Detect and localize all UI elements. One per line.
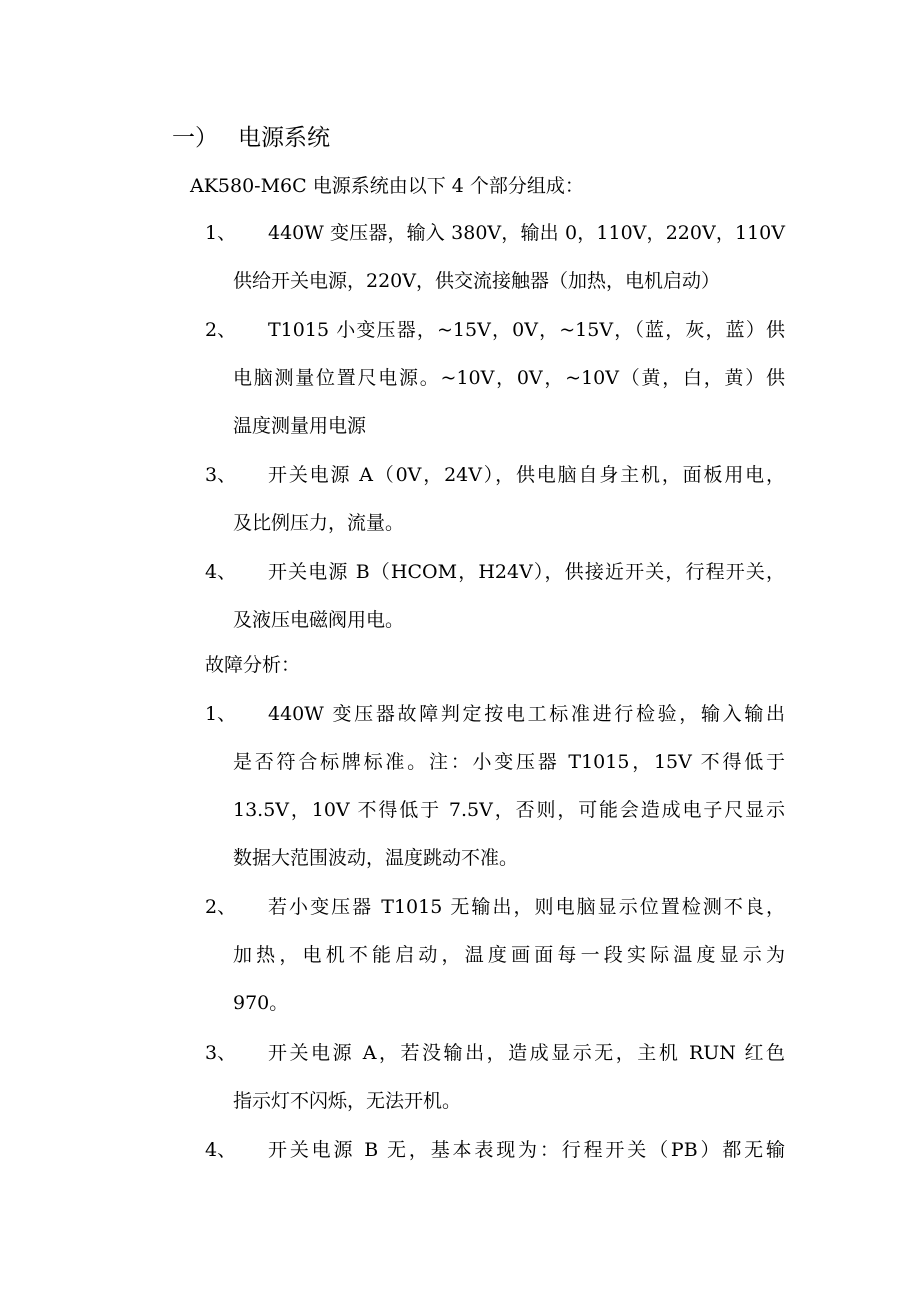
list-marker: 3、 xyxy=(205,464,237,486)
list-line: 指示灯不闪烁，无法开机。 xyxy=(233,1090,462,1112)
list-line: 供给开关电源，220V，供交流接触器（加热，电机启动） xyxy=(233,270,720,292)
list-line: 13.5V，10V 不得低于 7.5V，否则，可能会造成电子尺显示 xyxy=(233,799,785,821)
list-line: 开关电源 B（HCOM，H24V），供接近开关，行程开关， xyxy=(268,561,785,583)
list-line: 开关电源 A（0V，24V），供电脑自身主机，面板用电， xyxy=(268,464,785,486)
list-item xyxy=(205,690,785,882)
list-item xyxy=(205,1029,785,1125)
section-number: 一） xyxy=(172,125,218,151)
list-marker: 2、 xyxy=(205,319,237,341)
list-line: 电脑测量位置尺电源。~10V，0V，~10V（黄，白，黄）供 xyxy=(233,367,785,389)
list-item xyxy=(205,451,785,547)
list-line: 440W 变压器故障判定按电工标准进行检验，输入输出 xyxy=(268,703,785,725)
list-marker: 1、 xyxy=(205,222,237,244)
list-item xyxy=(205,209,785,305)
list-line: 温度测量用电源 xyxy=(233,415,367,437)
intro-paragraph: AK580-M6C 电源系统由以下 4 个部分组成： xyxy=(190,175,584,197)
list-line: 加热，电机不能启动，温度画面每一段实际温度显示为 xyxy=(233,944,785,966)
list-item xyxy=(205,548,785,644)
list-line: 开关电源 B 无，基本表现为：行程开关（PB）都无输 xyxy=(268,1139,785,1161)
list-line: T1015 小变压器，~15V，0V，~15V，（蓝，灰，蓝）供 xyxy=(268,319,785,341)
list-marker: 4、 xyxy=(205,561,237,583)
list-line: 及比例压力，流量。 xyxy=(233,512,405,534)
list-line: 若小变压器 T1015 无输出，则电脑显示位置检测不良， xyxy=(268,896,785,918)
section-heading xyxy=(172,118,330,158)
list-line: 970。 xyxy=(233,992,289,1014)
list-item xyxy=(205,306,785,450)
list-line: 是否符合标牌标准。注：小变压器 T1015，15V 不得低于 xyxy=(233,751,785,773)
list-line: 数据大范围波动，温度跳动不准。 xyxy=(233,847,519,869)
list-marker: 3、 xyxy=(205,1042,237,1064)
list-marker: 2、 xyxy=(205,896,237,918)
list-marker: 1、 xyxy=(205,703,237,725)
section-title: 电源系统 xyxy=(238,125,330,151)
list-line: 440W 变压器，输入 380V，输出 0，110V，220V，110V xyxy=(268,222,785,244)
list-line: 开关电源 A，若没输出，造成显示无，主机 RUN 红色 xyxy=(268,1042,785,1064)
list-item xyxy=(205,883,785,1027)
list-item xyxy=(205,1126,785,1174)
list-marker: 4、 xyxy=(205,1139,237,1161)
list-line: 及液压电磁阀用电。 xyxy=(233,609,405,631)
fault-analysis-label: 故障分析： xyxy=(205,654,301,676)
